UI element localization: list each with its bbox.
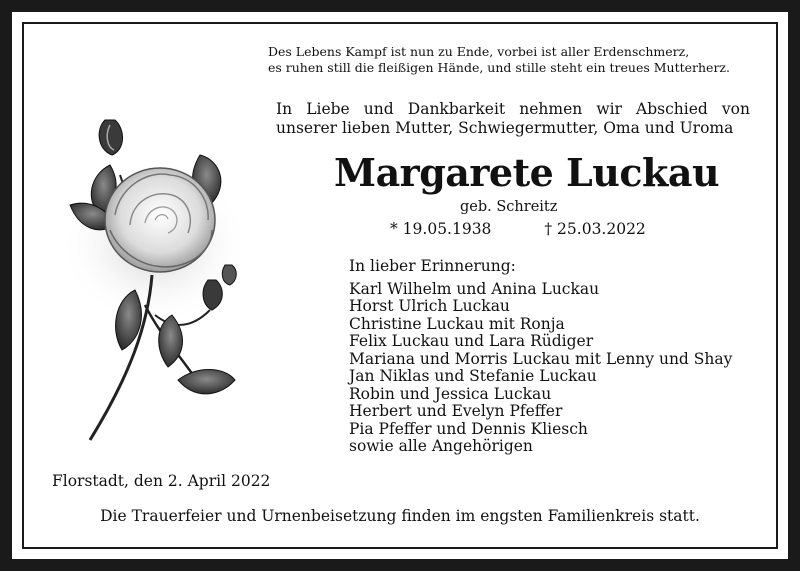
poem: [268, 44, 758, 76]
place-date: Florstadt, den 2. April 2022: [52, 472, 271, 490]
poem-line-2: es ruhen still die fleißigen Hände, und stille steht ein treues Mutterherz.: [268, 60, 730, 75]
memory-list: [349, 258, 732, 456]
intro-line-1: In Liebe und Dankbarkeit nehmen wir Abschied von: [276, 100, 750, 118]
mourner-name: Pia Pfeffer und Dennis Kliesch: [349, 419, 588, 438]
mourner-name: Jan Niklas und Stefanie Luckau: [349, 367, 597, 385]
mourner-name: Robin und Jessica Luckau: [349, 384, 552, 403]
memory-heading: In lieber Erinnerung:: [349, 257, 516, 275]
rose-icon: [60, 105, 270, 450]
intro-line-2: unserer lieben Mutter, Schwiegermutter, Oma und Uroma: [276, 119, 734, 137]
deceased-name: Margarete Luckau: [334, 150, 720, 195]
birth-name: geb. Schreitz: [460, 199, 558, 215]
poem-line-1: Des Lebens Kampf ist nun zu Ende, vorbei ist aller Erdenschmerz,: [268, 44, 690, 59]
mourner-name: Christine Luckau mit Ronja: [349, 314, 565, 333]
life-dates: [390, 220, 646, 238]
mourner-name: Horst Ulrich Luckau: [349, 297, 510, 315]
mourner-name: Mariana und Morris Luckau mit Lenny und Shay: [349, 349, 733, 368]
intro-text: [276, 100, 750, 138]
birth-date: * 19.05.1938: [390, 220, 492, 238]
mourner-name: Herbert und Evelyn Pfeffer: [349, 402, 563, 420]
mourner-name: Felix Luckau und Lara Rüdiger: [349, 332, 594, 350]
mourner-name: Karl Wilhelm und Anina Luckau: [349, 279, 600, 298]
death-date: † 25.03.2022: [544, 220, 646, 238]
mourner-name: sowie alle Angehörigen: [349, 437, 533, 455]
funeral-note: Die Trauerfeier und Urnenbeisetzung finden im engsten Familienkreis statt.: [100, 507, 700, 525]
